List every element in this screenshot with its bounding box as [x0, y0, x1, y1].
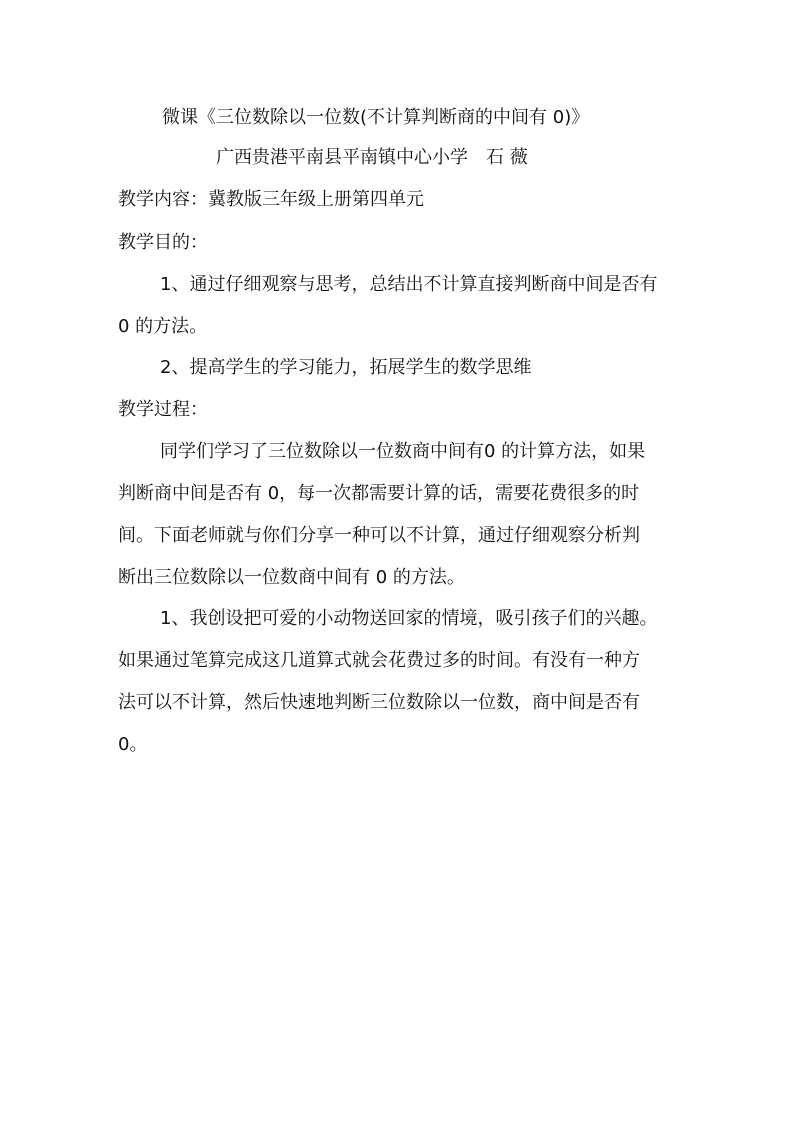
- process-paragraph-1-line-3: 间。下面老师就与你们分享一种可以不计算，通过仔细观察分析判: [118, 525, 640, 546]
- process-paragraph-1-line-4: 断出三位数除以一位数商中间有 0 的方法。: [118, 567, 465, 588]
- goal-1-line-2: 0 的方法。: [118, 316, 208, 337]
- process-paragraph-1-line-2: 判断商中间是否有 0，每一次都需要计算的话，需要花费很多的时: [118, 483, 640, 504]
- process-paragraph-2-line-2: 如果通过笔算完成这几道算式就会花费过多的时间。有没有一种方: [118, 650, 640, 671]
- process-paragraph-1-line-1: 同学们学习了三位数除以一位数商中间有0 的计算方法，如果: [160, 441, 646, 462]
- goal-1-line-1: 1、通过仔细观察与思考，总结出不计算直接判断商中间是否有: [160, 274, 658, 295]
- process-paragraph-2-line-3: 法可以不计算，然后快速地判断三位数除以一位数，商中间是否有: [118, 692, 640, 713]
- content-line: 教学内容：冀教版三年级上册第四单元: [118, 189, 424, 210]
- goal-2: 2、提高学生的学习能力，拓展学生的数学思维: [160, 357, 532, 378]
- document-title: 微课《三位数除以一位数(不计算判断商的中间有 0)》: [162, 107, 590, 128]
- author-line: 广西贵港平南县平南镇中心小学 石 薇: [216, 147, 528, 168]
- process-heading: 教学过程：: [118, 399, 208, 420]
- process-paragraph-2-line-4: 0。: [118, 734, 148, 755]
- process-paragraph-2-line-1: 1、我创设把可爱的小动物送回家的情境，吸引孩子们的兴趣。: [160, 608, 658, 629]
- goal-heading: 教学目的：: [118, 232, 208, 253]
